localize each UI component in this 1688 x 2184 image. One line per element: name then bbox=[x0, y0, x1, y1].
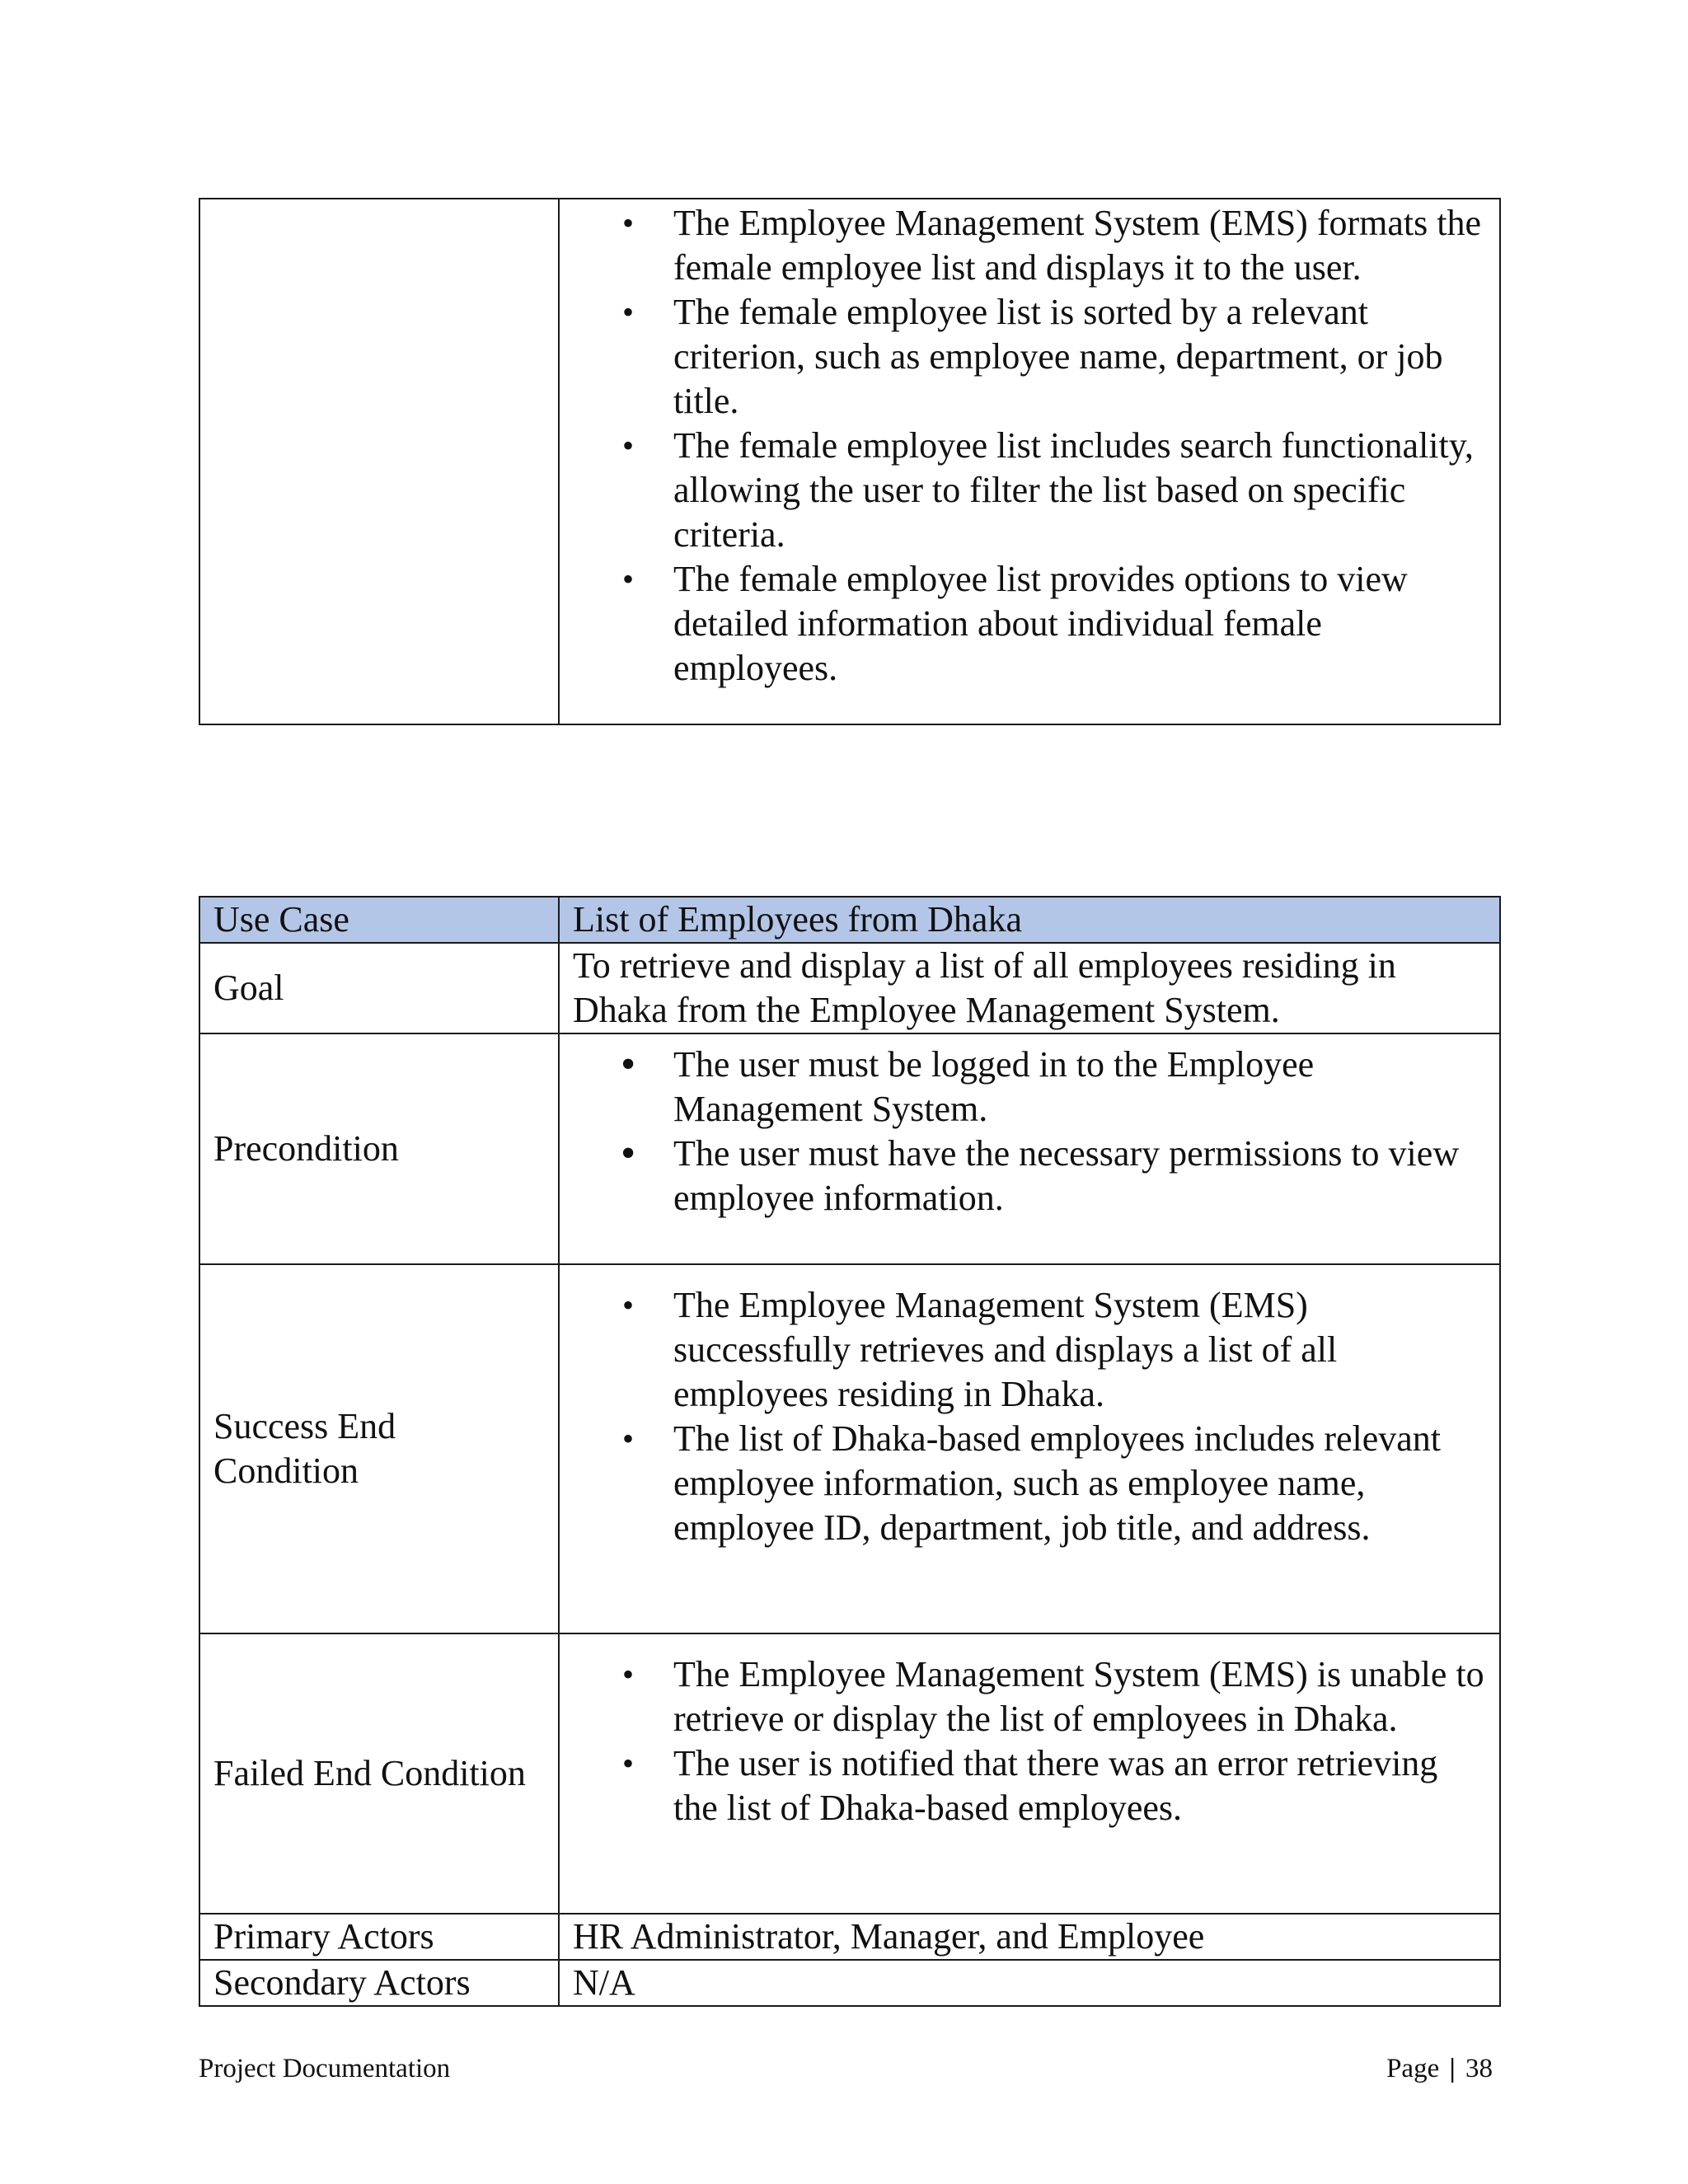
use-case-title: List of Employees from Dhaka bbox=[559, 897, 1500, 943]
bullet-list bbox=[573, 1652, 1486, 1830]
bullets-cell bbox=[559, 199, 1500, 724]
success-end-value bbox=[559, 1264, 1500, 1633]
precondition-value bbox=[559, 1033, 1500, 1264]
precondition-label: Precondition bbox=[199, 1033, 559, 1264]
bullet-list bbox=[573, 1283, 1486, 1550]
footer-doc-title: Project Documentation bbox=[199, 2054, 451, 2083]
use-case-label: Use Case bbox=[199, 897, 559, 943]
table-row bbox=[199, 199, 1500, 724]
list-item: • The user must have the necessary permissions to view employee information. bbox=[673, 1132, 1486, 1221]
primary-actors-label: Primary Actors bbox=[199, 1914, 559, 1960]
goal-value: To retrieve and display a list of all employees residing in Dhaka from the Employee Management System. bbox=[559, 943, 1500, 1033]
bullet-list bbox=[573, 1043, 1486, 1221]
secondary-actors-label: Secondary Actors bbox=[199, 1960, 559, 2006]
list-item: • The Employee Management System (EMS) successfully retrieves and displays a list of all employees residing in Dhaka. bbox=[673, 1283, 1486, 1417]
table-row bbox=[199, 1264, 1500, 1633]
success-end-label: Success End Condition bbox=[199, 1264, 559, 1633]
empty-label-cell bbox=[199, 199, 559, 724]
use-case-table bbox=[199, 896, 1501, 2007]
table-row bbox=[199, 1033, 1500, 1264]
list-item: • The user is notified that there was an error retrieving the list of Dhaka-based employees. bbox=[673, 1741, 1486, 1830]
page-number: 38 bbox=[1465, 2054, 1493, 2083]
page-separator: | bbox=[1449, 2054, 1456, 2083]
list-item: • The female employee list is sorted by a relevant criterion, such as employee name, department, or job title. bbox=[673, 290, 1486, 424]
list-item: • The Employee Management System (EMS) is unable to retrieve or display the list of employees in Dhaka. bbox=[673, 1652, 1486, 1741]
failed-end-value bbox=[559, 1633, 1500, 1914]
table-row bbox=[199, 1960, 1500, 2006]
list-item: • The female employee list includes search functionality, allowing the user to filter the list based on specific criteria. bbox=[673, 424, 1486, 557]
page-label: Page bbox=[1386, 2054, 1440, 2083]
list-item: • The female employee list provides options to view detailed information about individual female employees. bbox=[673, 557, 1486, 691]
list-item: • The Employee Management System (EMS) formats the female employee list and displays it to the user. bbox=[673, 201, 1486, 290]
bullet-list bbox=[573, 201, 1486, 691]
table-row bbox=[199, 1633, 1500, 1914]
footer-page-number bbox=[1386, 2054, 1493, 2084]
failed-end-label: Failed End Condition bbox=[199, 1633, 559, 1914]
goal-label: Goal bbox=[199, 943, 559, 1033]
primary-actors-value: HR Administrator, Manager, and Employee bbox=[559, 1914, 1500, 1960]
table-header-row bbox=[199, 897, 1500, 943]
list-item: • The list of Dhaka-based employees includes relevant employee information, such as employee name, employee ID, department, job title, and address. bbox=[673, 1417, 1486, 1550]
secondary-actors-value: N/A bbox=[559, 1960, 1500, 2006]
table-row bbox=[199, 1914, 1500, 1960]
table-row bbox=[199, 943, 1500, 1033]
continued-use-case-table bbox=[199, 198, 1501, 725]
list-item: • The user must be logged in to the Employee Management System. bbox=[673, 1043, 1486, 1132]
